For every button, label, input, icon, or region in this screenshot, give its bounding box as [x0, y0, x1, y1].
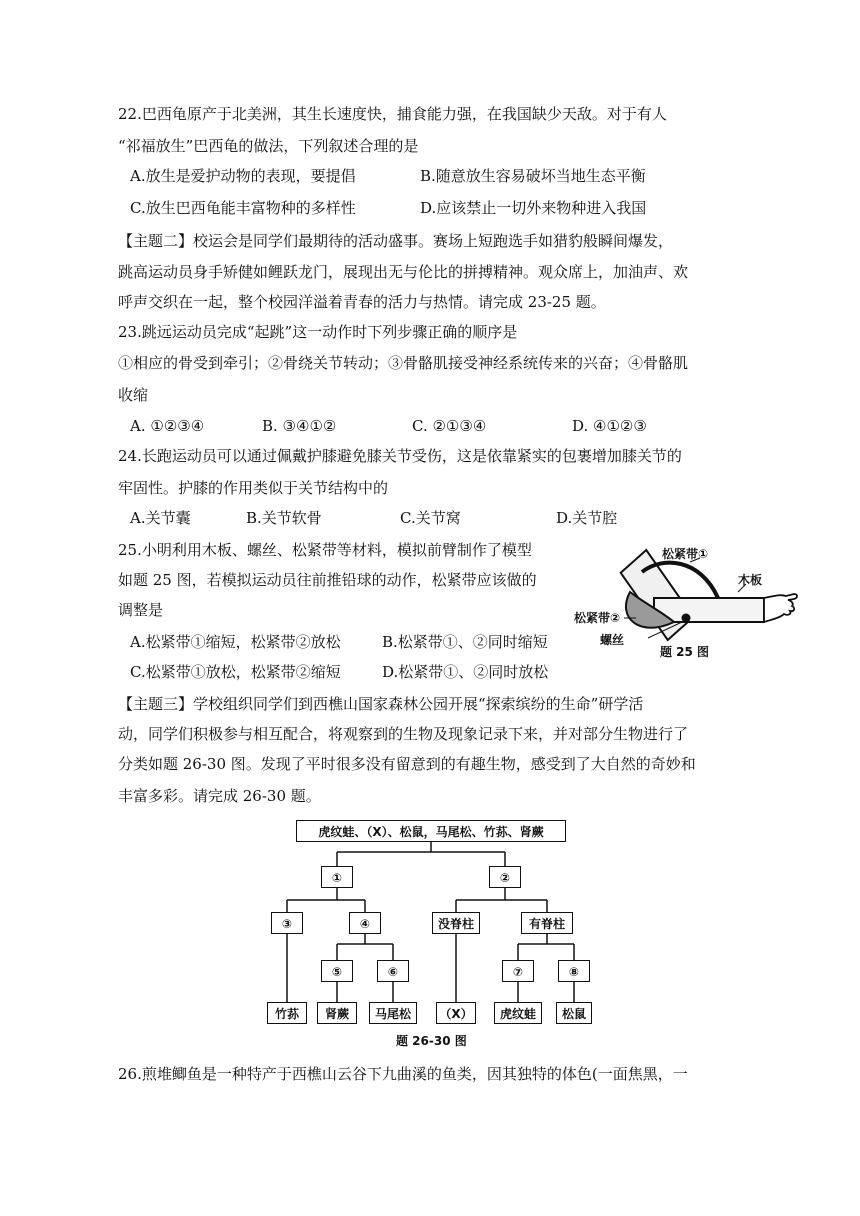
tree-node-vertebrate: 有脊柱	[521, 912, 573, 934]
tree-node-4: ④	[349, 912, 381, 934]
q24-option-d: D.关节腔	[556, 509, 618, 527]
tree-node-8: ⑧	[558, 960, 590, 982]
tree-node-3: ③	[271, 912, 303, 934]
label-band1: 松紧带①	[662, 547, 709, 561]
tree-leaf-shenjue: 肾蕨	[317, 1002, 357, 1024]
q22-option-d: D.应该禁止一切外来物种进入我国	[420, 199, 647, 217]
tree-leaf-x: （X）	[436, 1002, 476, 1024]
figure25-caption: 题 25 图	[660, 645, 710, 659]
label-screw: 螺丝	[600, 633, 625, 647]
q25-stem-line3: 调整是	[118, 601, 164, 619]
q23-stem-line1: 23.跳远运动员完成“起跳”这一动作时下列步骤正确的顺序是	[118, 323, 518, 341]
q22-option-c: C.放生巴西龟能丰富物种的多样性	[130, 199, 356, 217]
q24-option-c: C.关节窝	[400, 509, 461, 527]
q24-stem-line2: 牢固性。护膝的作用类似于关节结构中的	[118, 479, 389, 497]
q25-option-c: C.松紧带①放松，松紧带②缩短	[130, 663, 341, 681]
topic2-line1: 【主题二】校运会是同学们最期待的活动盛事。赛场上短跑选手如猎豹般瞬间爆发，	[118, 232, 674, 250]
tree-node-6: ⑥	[377, 960, 409, 982]
topic2-line3: 呼声交织在一起，整个校园洋溢着青春的活力与热情。请完成 23-25 题。	[118, 293, 606, 311]
topic3-line2: 动，同学们积极参与相互配合，将观察到的生物及现象记录下来，并对部分生物进行了	[118, 725, 689, 743]
q22-option-b: B.随意放生容易破坏当地生态平衡	[420, 167, 646, 185]
tree-node-invertebrate: 没脊柱	[432, 912, 480, 934]
tree-node-2: ②	[489, 866, 521, 888]
q22-stem-line1: 22.巴西龟原产于北美洲，其生长速度快，捕食能力强，在我国缺少天敌。对于有人	[118, 105, 667, 123]
label-band2: 松紧带②	[574, 611, 621, 625]
topic3-line4: 丰富多彩。请完成 26-30 题。	[118, 787, 321, 805]
topic3-line3: 分类如题 26-30 图。发现了平时很多没有留意到的有趣生物，感受到了大自然的奇妙和	[118, 755, 696, 773]
q22-option-a: A.放生是爱护动物的表现，要提倡	[130, 167, 356, 185]
tree-leaf-huwenwa: 虎纹蛙	[494, 1002, 542, 1024]
q24-stem-line1: 24.长跑运动员可以通过佩戴护膝避免膝关节受伤，这是依靠紧实的包裹增加膝关节的	[118, 447, 682, 465]
q23-stem-line3: 收缩	[118, 386, 149, 404]
tree-leaf-songshu: 松鼠	[556, 1002, 592, 1024]
q25-stem-line2: 如题 25 图，若模拟运动员往前推铅球的动作，松紧带应该做的	[118, 571, 537, 589]
q23-option-d: D. ④①②③	[572, 417, 647, 435]
q23-stem-line2: ①相应的骨受到牵引；②骨绕关节转动；③骨骼肌接受神经系统传来的兴奋；④骨骼肌	[118, 354, 689, 372]
q22-stem-line2: “祁福放生”巴西龟的做法，下列叙述合理的是	[118, 137, 419, 155]
q26-stem-line1: 26.煎堆鲫鱼是一种特产于西樵山云谷下九曲溪的鱼类，因其独特的体色(一面焦黑，一	[118, 1065, 688, 1083]
topic3-line1: 【主题三】学校组织同学们到西樵山国家森林公园开展“探索缤纷的生命”研学活	[118, 695, 644, 713]
tree-root-node: 虎纹蛙、（X）、松鼠，马尾松、竹荪、肾蕨	[296, 820, 566, 842]
tree-node-1: ①	[321, 866, 353, 888]
q25-option-b: B.松紧带①、②同时缩短	[382, 633, 548, 651]
q23-option-a: A. ①②③④	[130, 417, 205, 435]
tree-leaf-maweisong: 马尾松	[369, 1002, 417, 1024]
topic2-line2: 跳高运动员身手矫健如鲤跃龙门，展现出无与伦比的拼搏精神。观众席上，加油声、欢	[118, 263, 689, 281]
tree-caption: 题 26-30 图	[396, 1034, 467, 1048]
tree-leaf-zhusun: 竹荪	[267, 1002, 307, 1024]
q25-stem-line1: 25.小明利用木板、螺丝、松紧带等材料，模拟前臂制作了模型	[118, 541, 532, 559]
q23-option-c: C. ②①③④	[412, 417, 487, 435]
label-board: 木板	[738, 573, 763, 587]
q25-option-a: A.松紧带①缩短，松紧带②放松	[130, 633, 341, 651]
tree-node-7: ⑦	[502, 960, 534, 982]
q24-option-a: A.关节囊	[130, 509, 191, 527]
q24-option-b: B.关节软骨	[246, 509, 322, 527]
q25-option-d: D.松紧带①、②同时放松	[382, 663, 549, 681]
tree-node-5: ⑤	[321, 960, 353, 982]
q23-option-b: B. ③④①②	[262, 417, 337, 435]
